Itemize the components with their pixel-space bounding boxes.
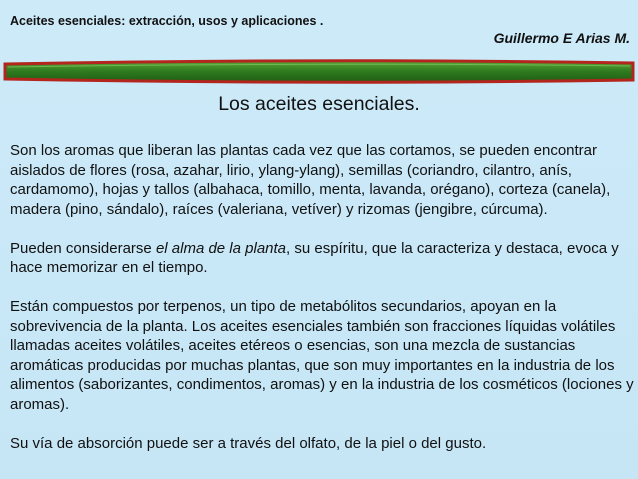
paragraph-sources: Son los aromas que liberan las plantas cada vez que las cortamos, se pueden encontrar aislados de flores (rosa, azahar, lirio, ylang-ylang), semillas (coriandro, cilantro, anís, cardamomo), hojas y tallos (albahaca, tomillo, menta, lavanda, orégano), corteza (canela), madera (pino, sándalo), raíces (valeriana, vetíver) y rizomas (jengibre, cúrcuma). [10,142,611,218]
course-title-text: Aceites esenciales: extracción, usos y aplicaciones [10,14,317,28]
paragraph-soul-start: Pueden considerarse [10,239,156,257]
course-title [10,14,323,28]
banner-graphic [2,58,636,85]
paragraph-absorption: Su vía de absorción puede ser a través del olfato, de la piel o del gusto. [10,434,487,452]
paragraph-soul-end: , su espíritu, que la caracteriza y destaca, evoca y hace memorizar en el tiempo. [10,239,619,276]
slide-title: Los aceites esenciales. [218,93,420,115]
paragraph-composition: Están compuestos por terpenos, un tipo de metabólitos secundarios, apoyan en la sobrevivencia de la planta. Los aceites esenciales también son fracciones líquidas volátiles llamadas aceites volátiles, aceites etéreos o esencias, son una mezcla de sustancias aromáticas producidas por muchas plantas, que son muy importantes en la industria de los alimentos (saborizantes, condimentos, aromas) y en la industria de los cosméticos (lociones y aromas). [10,298,634,413]
paragraph-soul-emphasis: el alma de la planta [155,239,287,257]
paragraph-soul [10,239,634,278]
slide-body [10,141,634,453]
decorative-banner [2,58,636,85]
author-name: Guillermo E Arias M. [493,30,630,46]
course-title-suffix: . [316,14,324,28]
